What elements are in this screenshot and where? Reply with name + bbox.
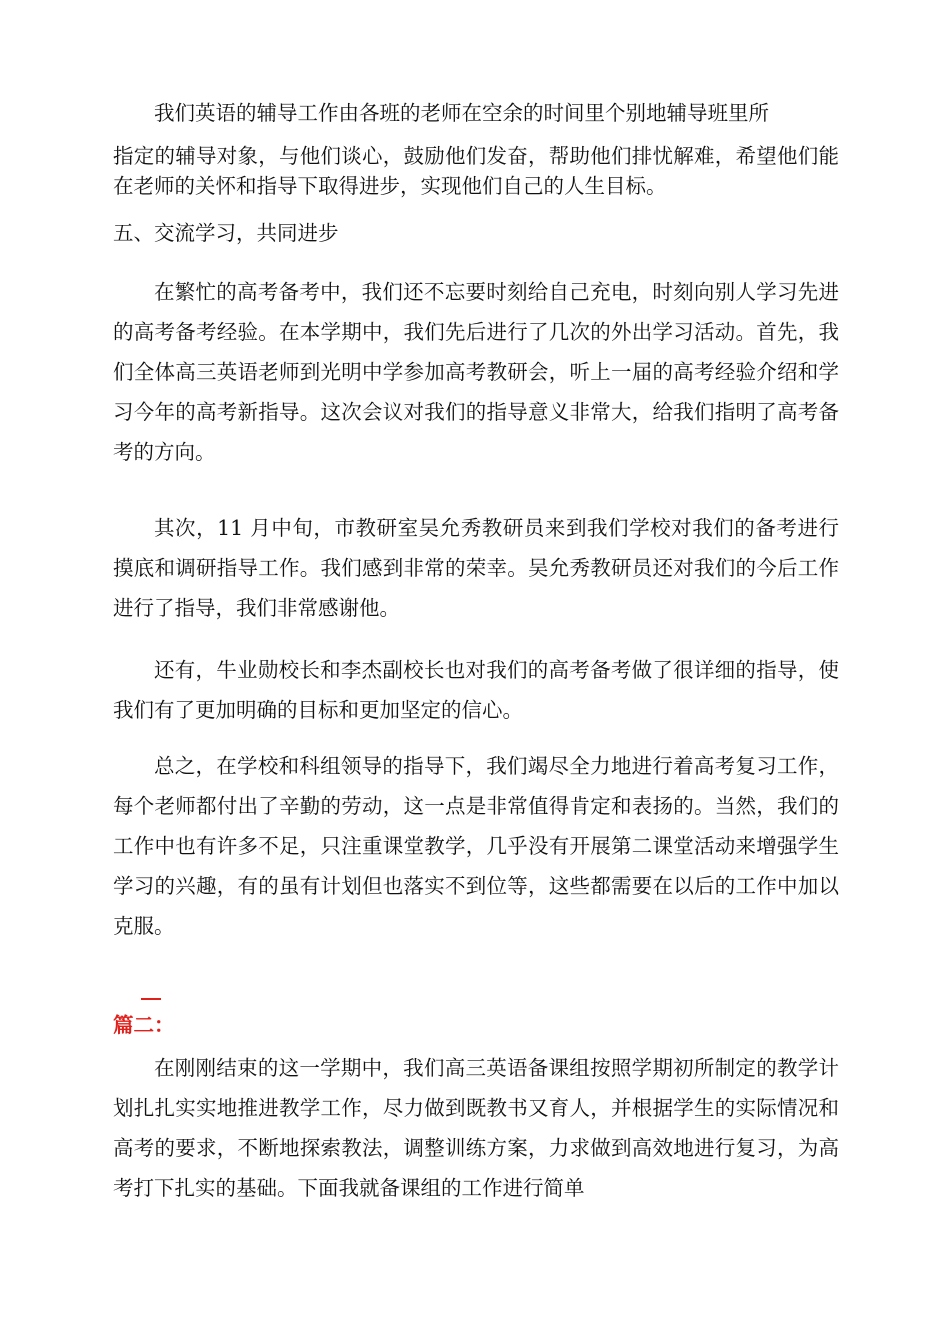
section-title-part-two: 篇二： [113,1013,175,1037]
section-heading-five: 五、交流学习，共同进步 [113,221,339,245]
paragraph-summary: 总之，在学校和科组领导的指导下，我们竭尽全力地进行着高考复习工作，每个老师都付出了辛勤的劳动，这一点是非常值得肯定和表扬的。当然，我们的工作中也有许多不足，只注重课堂教学，几乎没有开展第二课堂活动来增强学生学习的兴趣，有的虽有计划但也落实不到位等，这些都需要在以后的工作中加以克服。 [113,754,839,938]
paragraph-principal-guidance: 还有，牛业勋校长和李杰副校长也对我们的高考备考做了很详细的指导，使我们有了更加明确的目标和更加坚定的信心。 [113,658,839,722]
paragraph-part-two-intro: 在刚刚结束的这一学期中，我们高三英语备课组按照学期初所制定的教学计划扎扎实实地推进教学工作，尽力做到既教书又育人，并根据学生的实际情况和高考的要求，不断地探索教法，调整训练方案，力求做到高效地进行复习，为高考打下扎实的基础。下面我就备课组的工作进行简单 [113,1056,839,1200]
paragraph-research-visit: 其次，11 月中旬，市教研室吴允秀教研员来到我们学校对我们的备考进行摸底和调研指导工作。我们感到非常的荣幸。吴允秀教研员还对我们的今后工作进行了指导，我们非常感谢他。 [113,516,839,620]
paragraph-tutoring-line1: 我们英语的辅导工作由各班的老师在空余的时间里个别地辅导班里所 [154,101,769,125]
paragraph-tutoring-cont: 指定的辅导对象，与他们谈心，鼓励他们发奋，帮助他们排忧解难，希望他们能在老师的关怀和指导下取得进步，实现他们自己的人生目标。 [113,144,839,198]
red-divider-rule [141,998,161,1000]
paragraph-exchange-learning: 在繁忙的高考备考中，我们还不忘要时刻给自己充电，时刻向别人学习先进的高考备考经验。在本学期中，我们先后进行了几次的外出学习活动。首先，我们全体高三英语老师到光明中学参加高考教研会，听上一届的高考经验介绍和学习今年的高考新指导。这次会议对我们的指导意义非常大，给我们指明了高考备考的方向。 [113,280,839,464]
